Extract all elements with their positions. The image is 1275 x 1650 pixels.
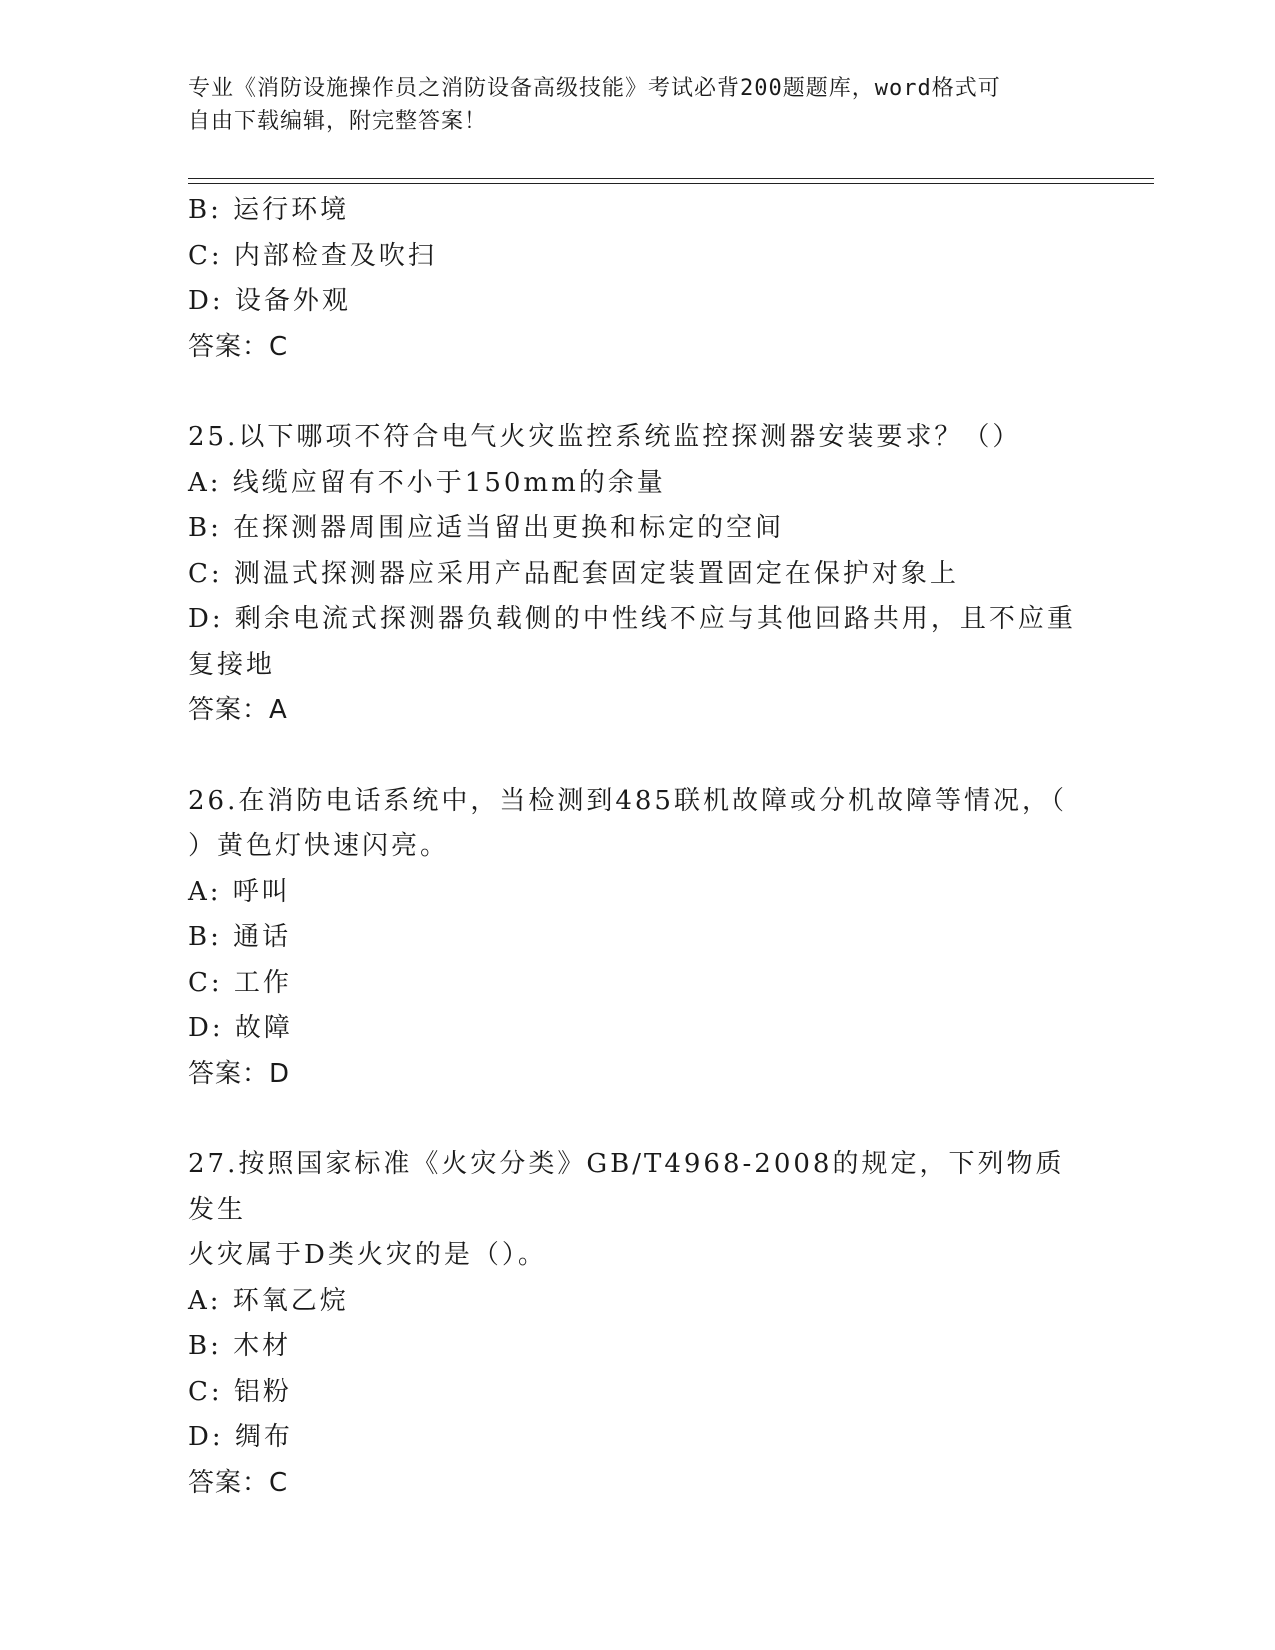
question-26 xyxy=(188,779,1088,1098)
question-stem: 26.在消防电话系统中，当检测到485联机故障或分机故障等情况，（ xyxy=(188,785,1067,816)
answer-line: 答案：C xyxy=(188,331,289,362)
answer-line: 答案：C xyxy=(188,1467,289,1498)
question-27 xyxy=(188,1142,1088,1506)
header-divider-top xyxy=(188,178,1154,179)
question-stem: 27.按照国家标准《火灾分类》GB/T4968-2008的规定，下列物质发生 xyxy=(188,1149,1065,1225)
option-d: D: 绸布 xyxy=(188,1422,293,1452)
option-d: D: 剩余电流式探测器负载侧的中性线不应与其他回路共用，且不应重 xyxy=(188,604,1076,634)
question-stem-continued: ）黄色灯快速闪亮。 xyxy=(188,831,450,861)
option-b: B: 在探测器周围应适当留出更换和标定的空间 xyxy=(188,513,785,543)
answer-line: 答案：A xyxy=(188,695,288,725)
document-header xyxy=(188,72,1088,138)
header-line-1: 专业《消防设施操作员之消防设备高级技能》考试必背200题题库，word格式可 xyxy=(188,76,1001,101)
question-list xyxy=(188,188,1088,1506)
option-b: B: 运行环境 xyxy=(188,195,350,225)
option-c: C: 内部检查及吹扫 xyxy=(188,240,437,271)
option-d-continued: 复接地 xyxy=(188,649,276,680)
answer-line: 答案：D xyxy=(188,1058,291,1089)
option-d: D: 故障 xyxy=(188,1013,293,1043)
option-a: A: 线缆应留有不小于150mm的余量 xyxy=(188,467,666,498)
option-c: C: 工作 xyxy=(188,967,292,998)
header-divider-bottom xyxy=(188,183,1154,184)
option-c: C: 测温式探测器应采用产品配套固定装置固定在保护对象上 xyxy=(188,558,959,589)
option-b: B: 木材 xyxy=(188,1331,292,1361)
option-a: A: 呼叫 xyxy=(188,876,291,907)
option-a: A: 环氧乙烷 xyxy=(188,1285,349,1316)
option-c: C: 铝粉 xyxy=(188,1376,292,1407)
question-fragment xyxy=(188,188,1088,370)
question-stem-continued: 火灾属于D类火灾的是（）。 xyxy=(188,1240,547,1270)
option-b: B: 通话 xyxy=(188,922,292,952)
option-d: D: 设备外观 xyxy=(188,286,351,316)
question-stem: 25.以下哪项不符合电气火灾监控系统监控探测器安装要求？（） xyxy=(188,422,1022,452)
question-25 xyxy=(188,415,1088,734)
header-line-2: 自由下载编辑，附完整答案！ xyxy=(188,109,488,134)
